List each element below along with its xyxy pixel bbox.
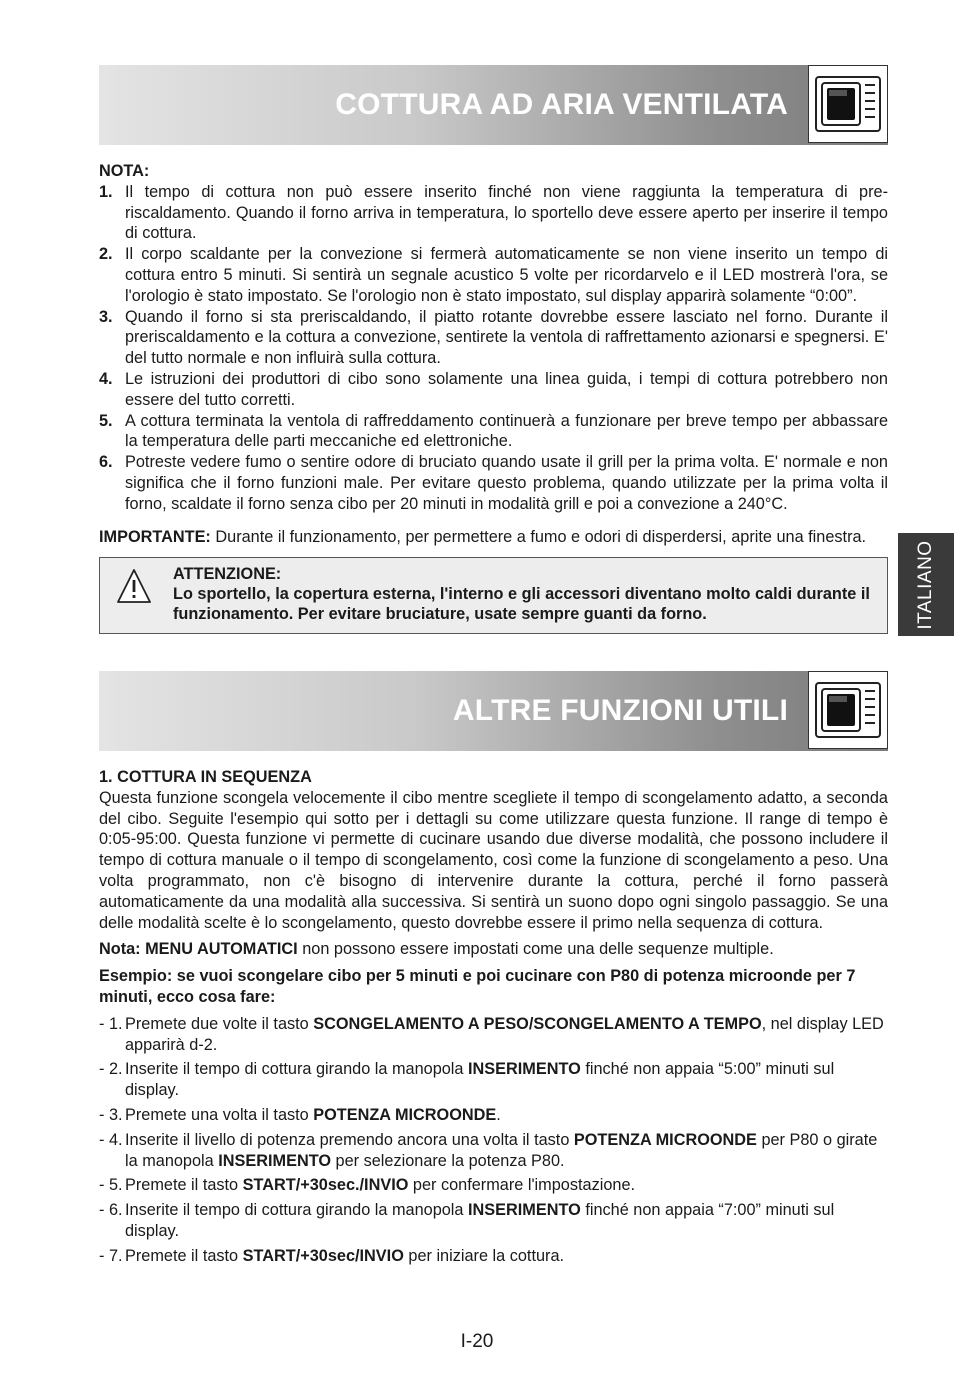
important-note: IMPORTANTE: Durante il funzionamento, per permettere a fumo e odori di disperdersi, aprite una finestra. [99, 527, 867, 546]
section-title: COTTURA AD ARIA VENTILATA [335, 88, 788, 121]
list-item: 3. Quando il forno si sta preriscaldando, il piatto rotante dovrebbe essere lasciato nel forno. Durante il preriscaldamento e la cottura a convezione, sentirete la ventola di raffrettamento azionarsi e spegnersi. E' del tutto normale e non influirà sulla cottura. [99, 307, 888, 368]
list-item: 1. Il tempo di cottura non può essere inserito finché non viene raggiunta la temperatura di pre-riscaldamento. Quando il forno arriva in temperatura, lo sportello deve essere aperto per inserire il tempo di cottura. [99, 182, 888, 243]
step-item: - 3. Premete una volta il tasto POTENZA MICROONDE. [99, 1105, 501, 1124]
section-cottura-content [99, 161, 888, 547]
nota-label: NOTA: [99, 162, 150, 180]
list-item: 5. A cottura terminata la ventola di raffreddamento continuerà a funzionare per breve tempo per abbassare la temperatura delle parti meccaniche ed elettroniche. [99, 411, 888, 451]
section-altre-funzioni-content [99, 767, 888, 1267]
microwave-icon [808, 65, 888, 143]
microwave-icon [808, 671, 888, 749]
step-item: - 7. Premete il tasto START/+30sec/INVIO per iniziare la cottura. [99, 1246, 565, 1265]
step-item: - 2. Inserite il tempo di cottura girando la manopola INSERIMENTO finché non appaia “5:00” minuti sul display. [99, 1060, 835, 1100]
step-item: - 1. Premete due volte il tasto SCONGELAMENTO A PESO/SCONGELAMENTO A TEMPO, nel display LED apparirà d-2. [99, 1014, 884, 1054]
nota-paragraph: Nota: MENU AUTOMATICI non possono essere impostati come una delle sequenze multiple. [99, 940, 774, 959]
step-item: - 5. Premete il tasto START/+30sec./INVIO per confermare l'impostazione. [99, 1176, 636, 1195]
warning-text [173, 564, 873, 624]
warning-title: ATTENZIONE: [173, 565, 282, 583]
step-item: - 4. Inserite il livello di potenza premendo ancora una volta il tasto POTENZA MICROONDE per P80 o girate la manopola INSERIMENTO per selezionare la potenza P80. [99, 1130, 878, 1170]
warning-box [99, 557, 888, 634]
list-item: 4. Le istruzioni dei produttori di cibo sono solamente una linea guida, i tempi di cottura potrebbero non essere del tutto corretti. [99, 369, 888, 409]
section-banner-altre-funzioni [99, 671, 888, 751]
language-label: ITALIANO [915, 539, 936, 630]
section-banner-cottura [99, 65, 888, 145]
intro-paragraph: Questa funzione scongela velocemente il cibo mentre scegliete il tempo di scongelamento adatto, a seconda del cibo. Seguite l'esempio qui sotto per i dettagli su come utilizzare questa funzione. Il range di tempo è 0:05-95:00. Questa funzione vi permette di cucinare usando due diverse modalità, che possono includere il tempo di cottura manuale o il tempo di scongelamento, così come la funzione di scongelamento a peso. Una volta programmato, non c'è bisogno di intervenire durante la cottura, perché il forno passerà automaticamente da una modalità alla successiva. Si sentirà un suono dopo ogni singolo passaggio. Se una delle modalità scelte è lo scongelamento, questo dovrebbe essere il primo nella sequenza di cottura. [99, 788, 888, 932]
list-item: 6. Potreste vedere fumo o sentire odore di bruciato quando usate il grill per la prima volta. E' normale e non significa che il forno funzioni male. Per evitare questo problema, quando utilizzate per la prima volta il forno, scaldate il forno senza cibo per 20 minuti in modalità grill e poi a convezione a 240°C. [99, 453, 888, 513]
subsection-title: 1. COTTURA IN SEQUENZA [99, 768, 312, 786]
page-number: I-20 [460, 1331, 494, 1352]
steps-list [99, 1014, 888, 1267]
warning-body: Lo sportello, la copertura esterna, l'interno e gli accessori diventano molto caldi durante il funzionamento. Per evitare bruciature, usate sempre guanti da forno. [173, 585, 870, 623]
warning-icon [116, 567, 152, 605]
example-heading: Esempio: se vuoi scongelare cibo per 5 minuti e poi cucinare con P80 di potenza microonde per 7 minuti, ecco cosa fare: [99, 967, 856, 1006]
step-item: - 6. Inserite il tempo di cottura girando la manopola INSERIMENTO finché non appaia “7:00” minuti sul display. [99, 1201, 835, 1240]
list-item: 2. Il corpo scaldante per la convezione si fermerà automaticamente se non viene inserito un tempo di cottura entro 5 minuti. Si sentirà un segnale acustico 5 volte per ricordarvelo e il LED mostrerà l'ora, se l'orologio è stato impostato. Se l'orologio non è stato impostato, sul display apparirà solamente “0:00”. [99, 245, 888, 305]
section-title: ALTRE FUNZIONI UTILI [452, 694, 788, 727]
language-tab [898, 533, 954, 636]
